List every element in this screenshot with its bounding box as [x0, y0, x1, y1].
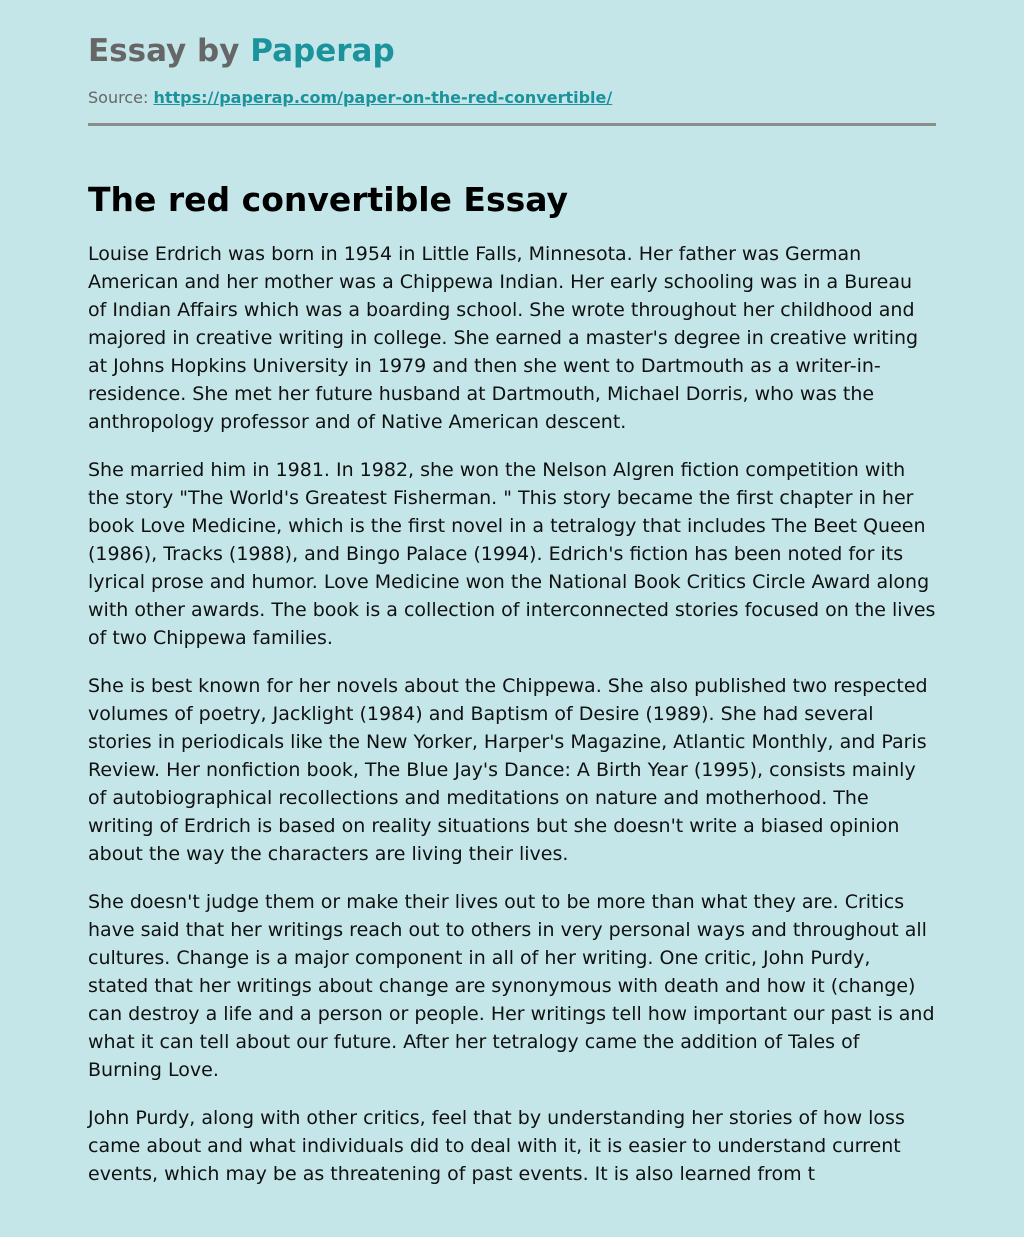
- essay-title: The red convertible Essay: [88, 180, 569, 219]
- brand-name: Paperap: [250, 33, 395, 69]
- source-link[interactable]: https://paperap.com/paper-on-the-red-convertible/: [153, 88, 613, 107]
- essay-paragraph: She doesn't judge them or make their lives out to be more than what they are. Critics have said that her writings reach out to others in very personal ways and throughout all cultures. Change is a major component in all of her writing. One critic, John Purdy, stated that her writings about change are synonymous with death and how it (change) can destroy a life and a person or people. Her writings tell how important our past is and what it can tell about our future. After her tetralogy came the addition of Tales of Burning Love.: [88, 891, 935, 1081]
- site-brand: [88, 31, 936, 71]
- source-label: Source:: [88, 88, 149, 107]
- header-divider: [88, 123, 936, 126]
- essay-body: [88, 240, 936, 1188]
- essay-paragraph: She married him in 1981. In 1982, she won the Nelson Algren fiction competition with the story "The World's Greatest Fisherman. " This story became the first chapter in her book Love Medicine, which is the first novel in a tetralogy that includes The Beet Queen (1986), Tracks (1988), and Bingo Palace (1994). Edrich's fiction has been noted for its lyrical prose and humor. Love Medicine won the National Book Critics Circle Award along with other awards. The book is a collection of interconnected stories focused on the lives of two Chippewa families.: [88, 459, 936, 649]
- essay-paragraph: Louise Erdrich was born in 1954 in Little Falls, Minnesota. Her father was German American and her mother was a Chippewa Indian. Her early schooling was in a Bureau of Indian Affairs which was a boarding school. She wrote throughout her childhood and majored in creative writing in college. She earned a master's degree in creative writing at Johns Hopkins University in 1979 and then she went to Dartmouth as a writer-in-residence. She met her future husband at Dartmouth, Michael Dorris, who was the anthropology professor and of Native American descent.: [88, 243, 919, 433]
- brand-prefix: Essay by: [88, 33, 251, 69]
- essay-page: [88, 0, 936, 1208]
- essay-paragraph: She is best known for her novels about the Chippewa. She also published two respected volumes of poetry, Jacklight (1984) and Baptism of Desire (1989). She had several stories in periodicals like the New Yorker, Harper's Magazine, Atlantic Monthly, and Paris Review. Her nonfiction book, The Blue Jay's Dance: A Birth Year (1995), consists mainly of autobiographical recollections and meditations on nature and motherhood. The writing of Erdrich is based on reality situations but she doesn't write a biased opinion about the way the characters are living their lives.: [88, 675, 928, 865]
- essay-paragraph: John Purdy, along with other critics, feel that by understanding her stories of how loss came about and what individuals did to deal with it, it is easier to understand current events, which may be as threatening of past events. It is also learned from t: [88, 1107, 905, 1185]
- source-line: [88, 87, 936, 109]
